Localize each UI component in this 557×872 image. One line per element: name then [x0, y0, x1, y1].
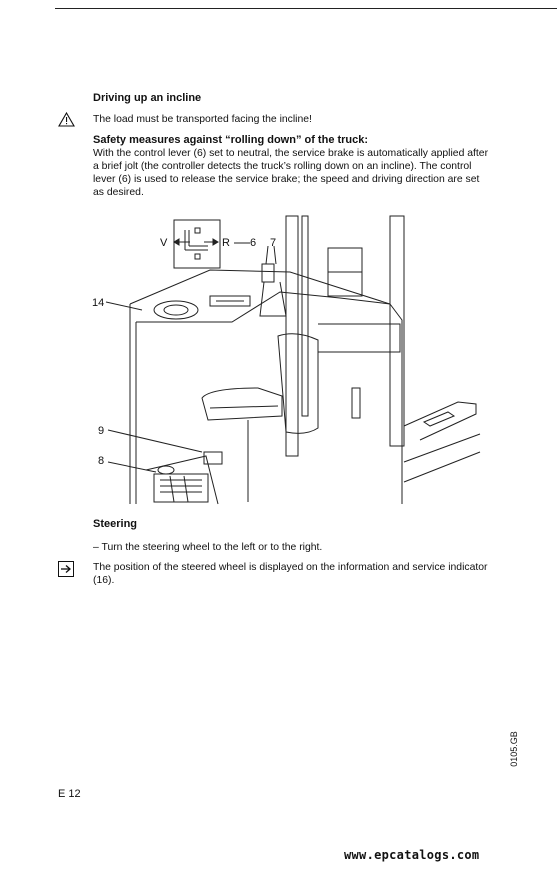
label-v: V [160, 237, 168, 249]
safety-paragraph [93, 147, 513, 199]
watermark: www.epcatalogs.com [344, 848, 480, 862]
top-rule [55, 8, 557, 9]
steering-item: – Turn the steering wheel to the left or to the right. [93, 542, 323, 553]
truck-illustration [90, 212, 490, 508]
paragraph-line: as desired. [93, 187, 144, 198]
callout-9: 9 [98, 425, 105, 437]
label-r: R [222, 237, 230, 249]
page-number: E 12 [58, 788, 81, 800]
paragraph-line: lever (6) is used to release the service brake; the speed and driving direction are set [93, 174, 480, 185]
document-code: 0105.GB [509, 731, 519, 767]
safety-subheading: Safety measures against “rolling down” of the truck: [93, 134, 369, 146]
paragraph-line: a brief jolt (the controller detects the truck’s rolling down on an incline). The control [93, 161, 472, 172]
note-line: (16). [93, 575, 115, 586]
callout-14: 14 [92, 297, 105, 309]
section-heading-steering: Steering [93, 518, 138, 530]
paragraph-line: With the control lever (6) set to neutral, the service brake is automatically applied after [93, 148, 489, 159]
warning-text: The load must be transported facing the incline! [93, 114, 312, 125]
callout-7: 7 [270, 237, 277, 249]
section-heading-incline: Driving up an incline [93, 92, 202, 104]
callout-6: 6 [250, 237, 257, 249]
arrow-right-icon [58, 561, 74, 577]
warning-icon [58, 112, 75, 127]
callout-8: 8 [98, 455, 105, 467]
note-line: The position of the steered wheel is displayed on the information and service indicator [93, 562, 488, 573]
steering-note [93, 561, 513, 587]
